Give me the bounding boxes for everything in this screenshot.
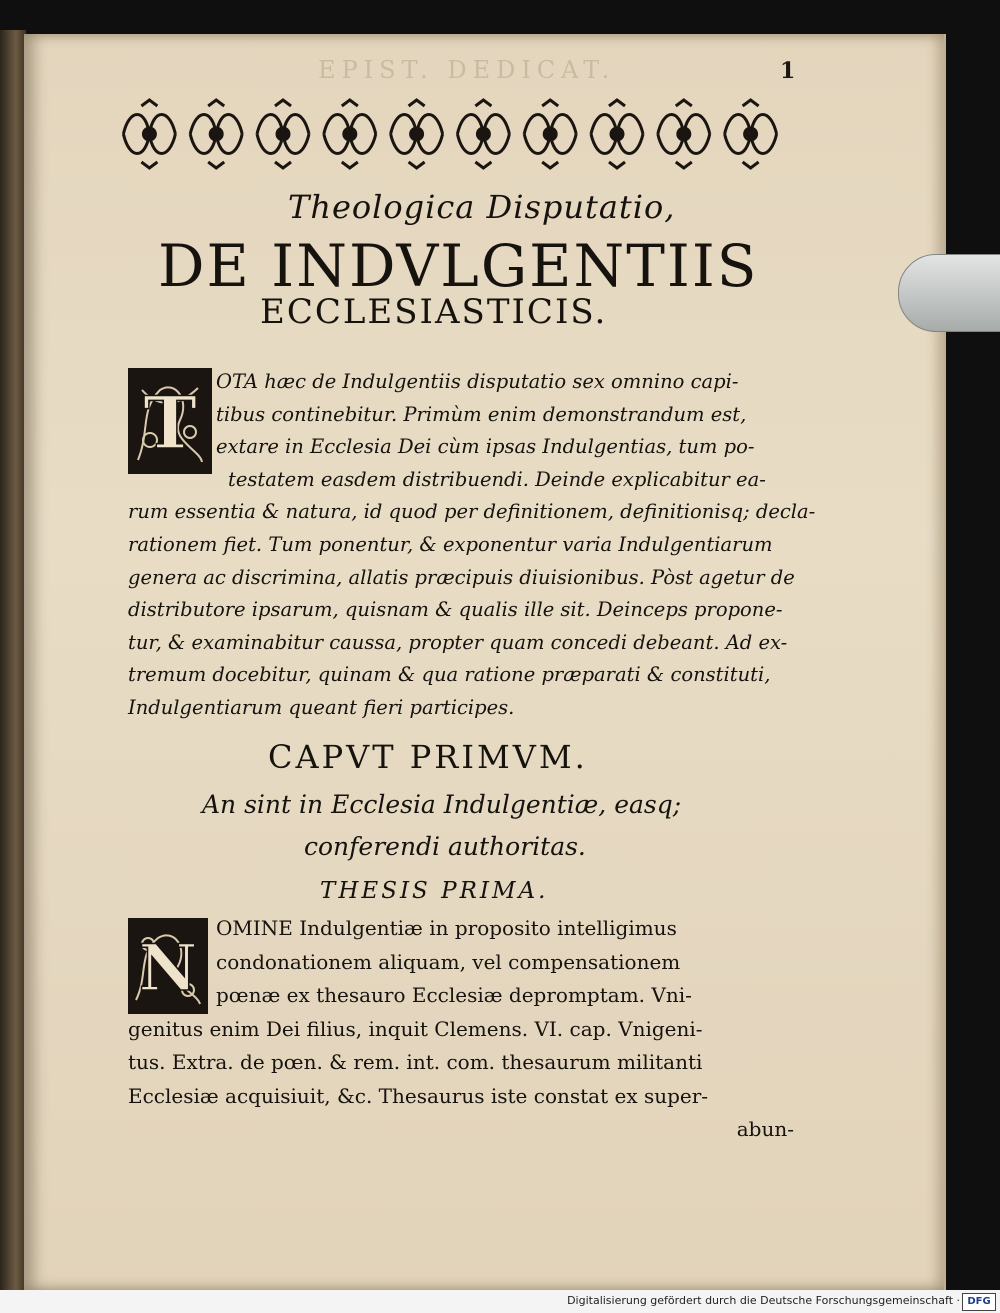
- dropcap-t-letter: T: [143, 380, 197, 465]
- ornament-motif: [457, 100, 509, 168]
- intro-line: distributore ipsarum, quisnam & qualis ille sit. Deinceps propone-: [128, 598, 783, 622]
- footer-credit: Digitalisierung gefördert durch die Deutsche Forschungsgemeinschaft ·: [567, 1294, 960, 1307]
- intro-line: rum essentia & natura, id quod per definitionem, definitionisq; decla-: [128, 500, 816, 524]
- intro-line: genera ac discrimina, allatis præcipuis diuisionibus. Pòst agetur de: [128, 565, 795, 589]
- intro-line: extare in Ecclesia Dei cùm ipsas Indulgentias, tum po-: [216, 435, 755, 459]
- page-tab-marker: [898, 254, 1000, 332]
- chapter-title: CAPVT PRIMVM.: [268, 738, 588, 776]
- thesis-line: condonationem aliquam, vel compensationem: [216, 949, 681, 974]
- intro-line: tur, & examinabitur caussa, propter quam concedi debeant. Ad ex-: [128, 630, 788, 654]
- book-spine: [0, 30, 26, 1290]
- intro-line: tremum docebitur, quinam & qua ratione præparati & constituti,: [128, 663, 771, 687]
- ornament-motif: [725, 100, 777, 168]
- intro-paragraph: [128, 366, 816, 725]
- intro-line: testatem easdem distribuendi. Deinde explicabitur ea-: [228, 467, 766, 491]
- intro-line: Indulgentiarum queant fieri participes.: [128, 695, 515, 719]
- thesis-line: genitus enim Dei filius, inquit Clemens. VI. cap. Vnigeni-: [128, 1016, 703, 1041]
- subtitle: Theologica Disputatio,: [288, 188, 676, 226]
- ornament-motif: [658, 100, 710, 168]
- chapter-question-line-1: An sint in Ecclesia Indulgentiæ, easq;: [202, 790, 682, 819]
- title-line-2: ECCLESIASTICIS.: [260, 292, 608, 332]
- intro-line: rationem fiet. Tum ponentur, & exponentur varia Indulgentiarum: [128, 532, 773, 556]
- intro-line: tibus continebitur. Primùm enim demonstrandum est,: [216, 402, 747, 426]
- dropcap-n-letter: N: [138, 931, 198, 1006]
- ornament-motif: [591, 100, 643, 168]
- ornament-motif: [190, 100, 242, 168]
- bleed-through-header: EPIST. DEDICAT.: [318, 56, 616, 84]
- ornament-motif: [123, 100, 175, 168]
- thesis-paragraph: [128, 912, 794, 1147]
- thesis-title: THESIS PRIMA.: [320, 878, 549, 904]
- ornament-motif: [391, 100, 443, 168]
- thesis-line: tus. Extra. de pœn. & rem. int. com. thesaurum militanti: [128, 1050, 703, 1074]
- ornament-motif: [324, 100, 376, 168]
- intro-line: OTA hæc de Indulgentiis disputatio sex omnino capi-: [216, 370, 739, 393]
- ornament-motif: [257, 100, 309, 168]
- folio-number: 1: [780, 58, 796, 84]
- thesis-line: abun-: [736, 1117, 794, 1141]
- ornamental-border: [116, 98, 784, 170]
- chapter-question-line-2: conferendi authoritas.: [304, 832, 586, 861]
- title-line-1: DE INDVLGENTIIS: [158, 232, 759, 300]
- thesis-line: pœnæ ex thesauro Ecclesiæ depromptam. Vni-: [216, 983, 692, 1007]
- thesis-line: Ecclesiæ acquisiuit, &c. Thesaurus iste constat ex super-: [128, 1083, 709, 1108]
- ornament-motif: [524, 100, 576, 168]
- thesis-line: OMINE Indulgentiæ in proposito intelligimus: [216, 916, 677, 940]
- dfg-logo: DFG: [962, 1293, 996, 1311]
- footer-bar: [0, 1290, 1000, 1313]
